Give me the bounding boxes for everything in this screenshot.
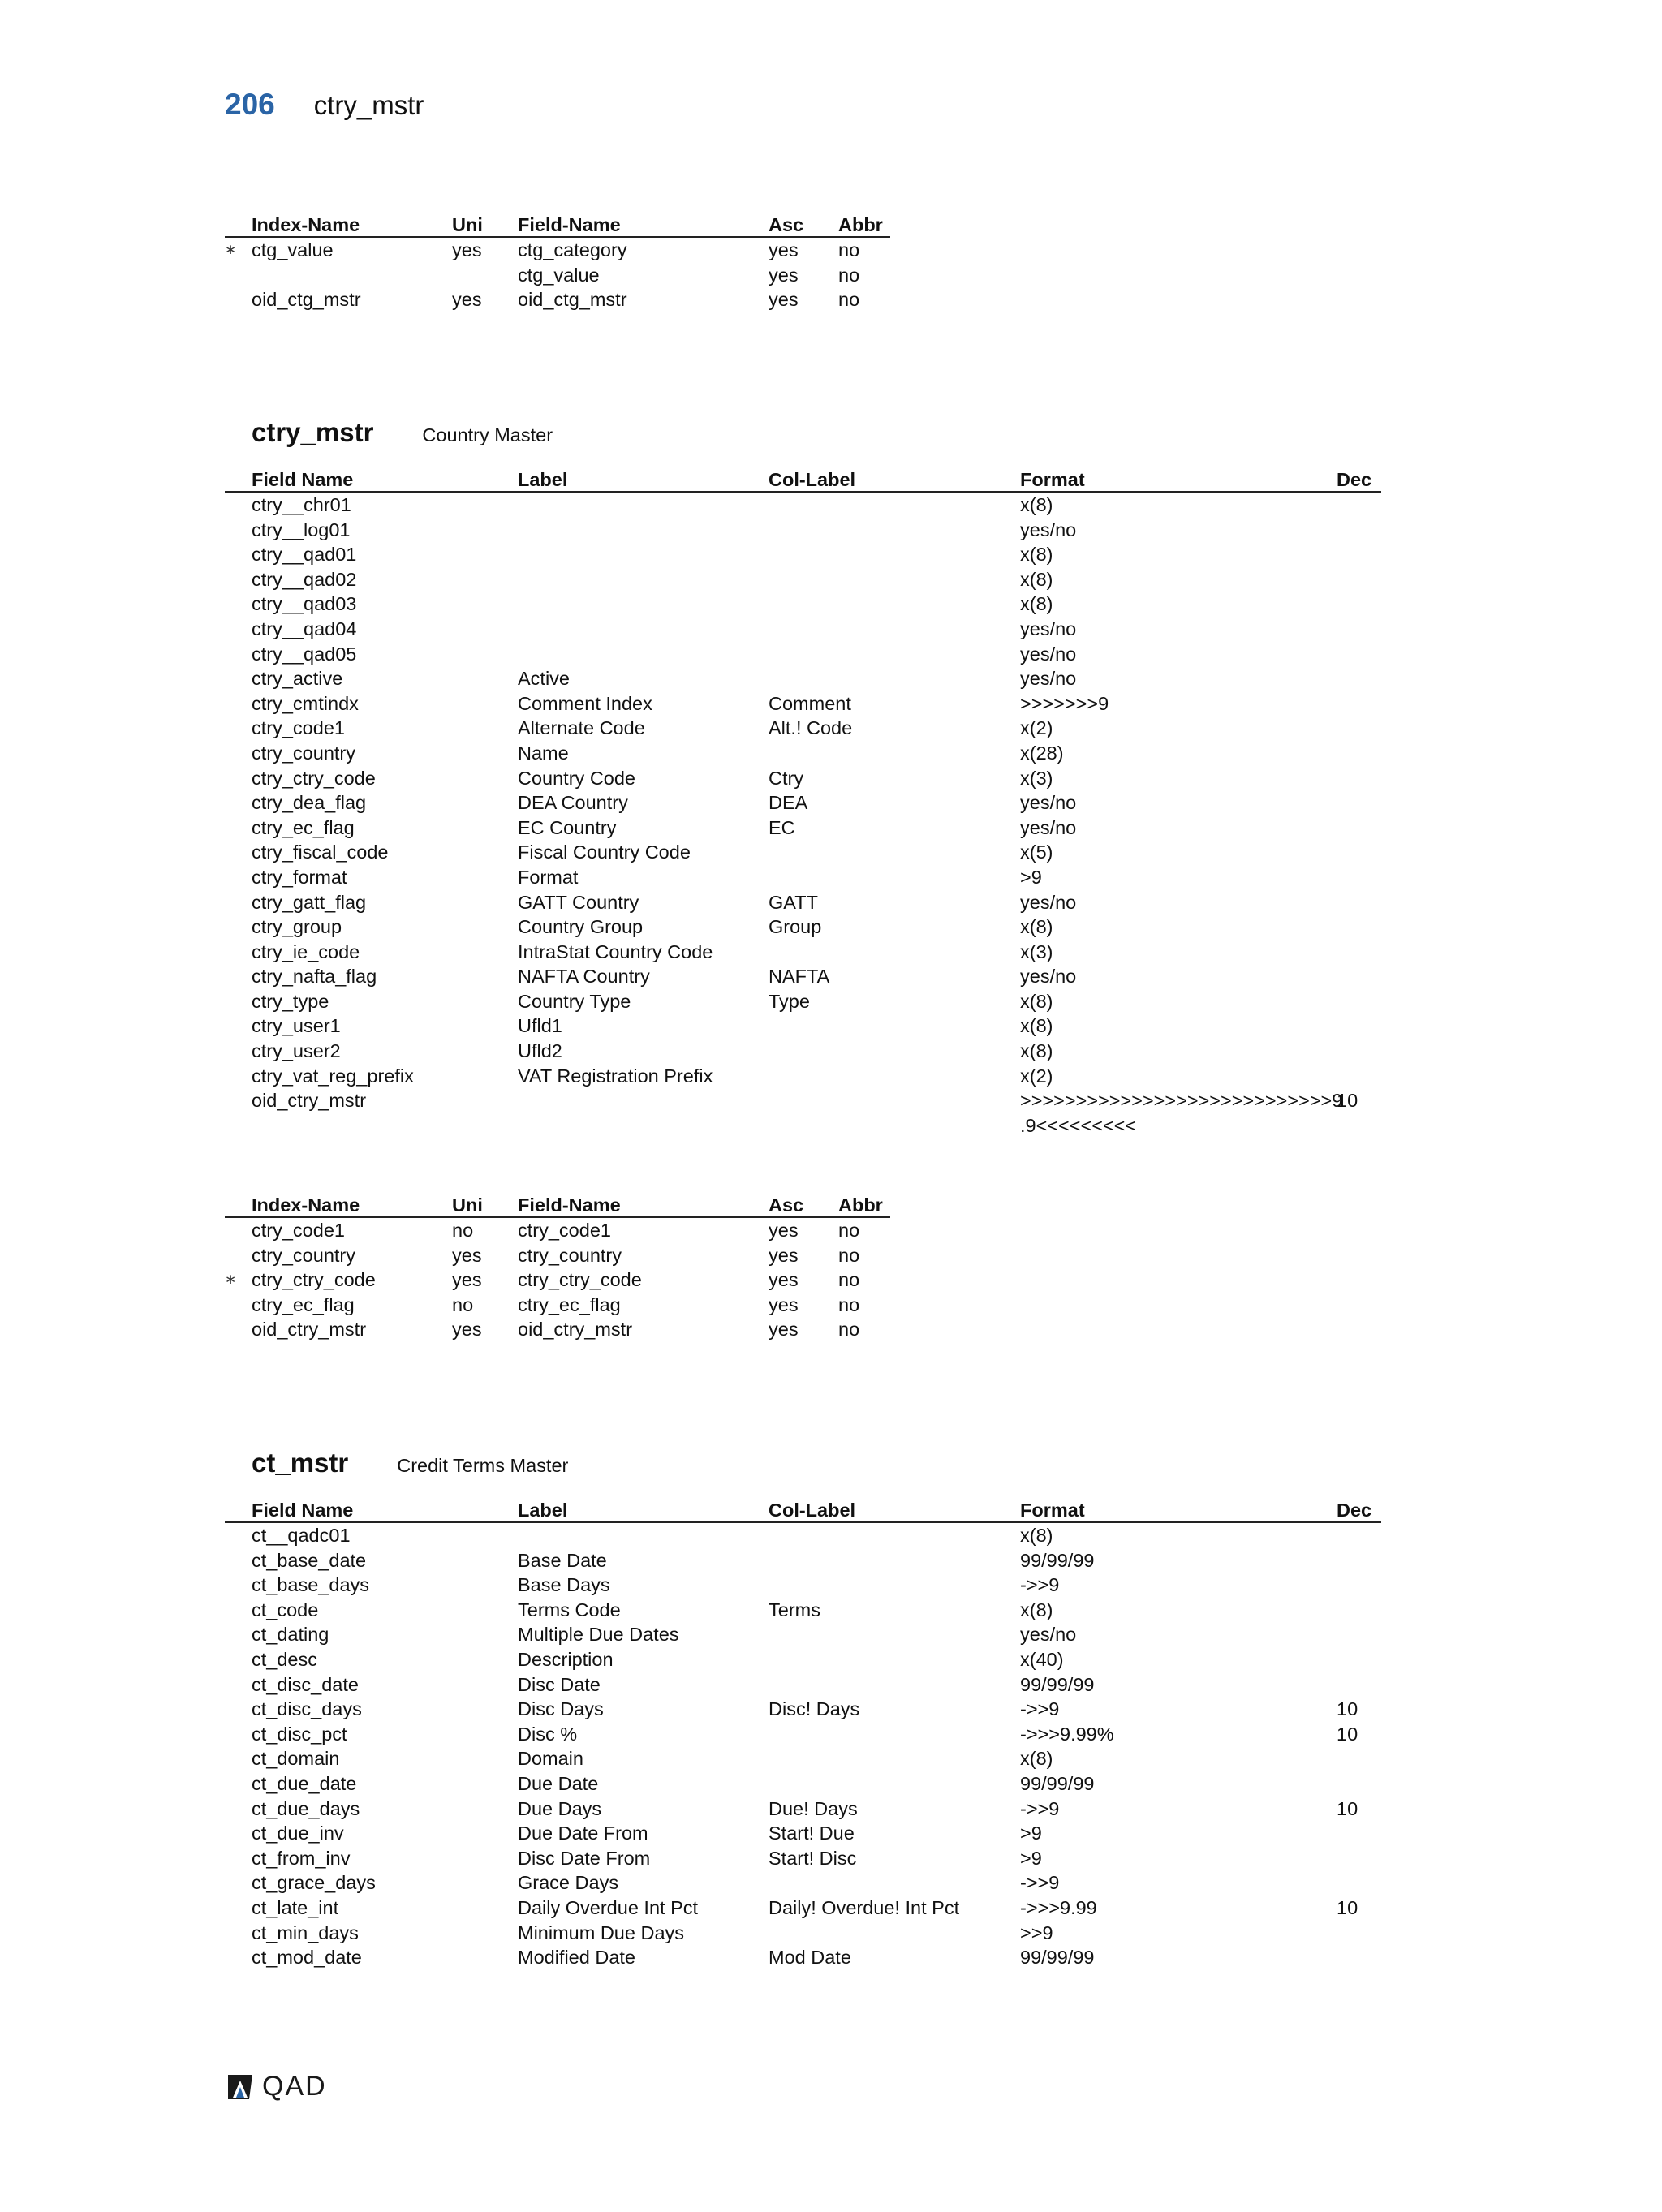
table-cell: x(8) — [1020, 568, 1053, 590]
table-cell: ctry__log01 — [252, 519, 351, 540]
table-cell: ct_dating — [252, 1624, 329, 1646]
table-cell: ct_disc_date — [252, 1673, 359, 1695]
table-row — [225, 890, 1381, 915]
table-cell: Name — [518, 742, 569, 764]
table-cell: no — [838, 1269, 860, 1291]
table-row — [225, 1797, 1381, 1822]
table-cell: ctry_active — [252, 668, 343, 690]
ct-fields-table — [225, 1498, 1381, 1970]
table-cell: oid_ctg_mstr — [252, 289, 361, 311]
table-cell: EC Country — [518, 816, 617, 838]
table-cell: ctg_value — [518, 264, 600, 286]
table-row — [225, 1846, 1381, 1871]
table-row — [225, 287, 890, 312]
table-cell: ->>>9.99% — [1020, 1723, 1114, 1745]
table-cell: oid_ctry_mstr — [518, 1319, 633, 1341]
table-description: Country Master — [422, 424, 553, 445]
table-cell: ctry_group — [252, 916, 342, 938]
col-header-dec: Dec — [1337, 469, 1372, 490]
table-row — [225, 592, 1381, 617]
table-cell: DEA Country — [518, 792, 628, 814]
table-cell: Modified Date — [518, 1947, 635, 1969]
table-cell: x(8) — [1020, 1015, 1053, 1037]
table-row — [225, 1647, 1381, 1672]
table-cell: IntraStat Country Code — [518, 940, 713, 962]
table-row — [225, 1113, 1381, 1138]
table-cell: x(8) — [1020, 990, 1053, 1012]
table-cell: >9 — [1020, 1823, 1042, 1844]
table-cell: x(8) — [1020, 593, 1053, 615]
table-row — [225, 1548, 1381, 1573]
col-header-format: Format — [1020, 1500, 1085, 1521]
table-cell: yes/no — [1020, 519, 1077, 540]
table-cell: Disc % — [518, 1723, 578, 1745]
table-row — [225, 1598, 1381, 1623]
table-cell: 99/99/99 — [1020, 1549, 1095, 1571]
table-cell: oid_ctry_mstr — [252, 1319, 367, 1341]
table-cell: Country Type — [518, 990, 631, 1012]
col-header-index-name: Index-Name — [252, 214, 360, 235]
table-cell: Base Days — [518, 1574, 610, 1596]
table-cell: ctry_ie_code — [252, 940, 360, 962]
col-header-asc: Asc — [769, 1194, 804, 1216]
index-header-row — [225, 213, 890, 238]
table-row — [225, 1697, 1381, 1722]
table-cell: Description — [518, 1648, 614, 1670]
table-row — [225, 790, 1381, 816]
table-cell: no — [838, 264, 860, 286]
table-cell: Country Group — [518, 916, 644, 938]
table-cell: >>>>>>>9 — [1020, 692, 1109, 714]
table-cell: ctry_format — [252, 866, 347, 888]
table-cell: ct_base_days — [252, 1574, 370, 1596]
table-cell: ctry_ec_flag — [252, 1293, 355, 1315]
qad-logo — [225, 2071, 327, 2102]
table-cell: Due Date From — [518, 1823, 648, 1844]
primary-index-marker: ∗ — [225, 242, 237, 257]
table-cell: Disc Date From — [518, 1847, 651, 1869]
table-cell: oid_ctg_mstr — [518, 289, 627, 311]
primary-index-marker: ∗ — [225, 1272, 237, 1288]
table-cell: ct_due_inv — [252, 1823, 344, 1844]
table-cell: ctry_user1 — [252, 1015, 341, 1037]
table-cell: ct_grace_days — [252, 1872, 376, 1894]
table-row — [225, 493, 1381, 518]
col-header-field-name: Field Name — [252, 1500, 354, 1521]
table-row — [225, 1523, 1381, 1548]
table-cell: Daily! Overdue! Int Pct — [769, 1896, 960, 1918]
table-cell: ct_mod_date — [252, 1947, 362, 1969]
table-cell: Minimum Due Days — [518, 1922, 685, 1943]
table-row — [225, 989, 1381, 1014]
table-cell: NAFTA — [769, 966, 830, 988]
table-cell: ->>9 — [1020, 1797, 1060, 1819]
table-cell: >9 — [1020, 866, 1042, 888]
table-cell: Fiscal Country Code — [518, 841, 691, 863]
table-cell: no — [838, 1244, 860, 1266]
table-row — [225, 1921, 1381, 1946]
table-cell: Type — [769, 990, 810, 1012]
col-header-col-label: Col-Label — [769, 469, 856, 490]
table-cell: GATT — [769, 891, 818, 913]
table-row — [225, 1870, 1381, 1896]
table-row — [225, 964, 1381, 989]
table-cell: ct_due_date — [252, 1772, 357, 1794]
table-cell: EC — [769, 816, 795, 838]
table-cell: yes — [452, 1269, 482, 1291]
table-cell: Due Date — [518, 1772, 599, 1794]
table-cell: Daily Overdue Int Pct — [518, 1896, 699, 1918]
table-row — [225, 642, 1381, 667]
table-cell: Start! Disc — [769, 1847, 857, 1869]
qad-logo-text: QAD — [262, 2071, 327, 2102]
table-cell: no — [452, 1220, 474, 1241]
table-cell: Disc Days — [518, 1698, 604, 1720]
table-row — [225, 741, 1381, 766]
table-cell: yes/no — [1020, 668, 1077, 690]
table-cell: Due! Days — [769, 1797, 858, 1819]
table-cell: 10 — [1337, 1698, 1358, 1720]
table-row — [225, 840, 1381, 865]
table-cell: yes — [769, 264, 799, 286]
table-row — [225, 1293, 890, 1318]
table-row — [225, 1821, 1381, 1846]
table-cell: ct_due_days — [252, 1797, 360, 1819]
table-cell: ctry_ctry_code — [252, 1269, 376, 1291]
table-name: ct_mstr — [252, 1448, 349, 1478]
col-header-format: Format — [1020, 469, 1085, 490]
col-header-asc: Asc — [769, 214, 804, 235]
table-cell: ctry_code1 — [518, 1220, 611, 1241]
table-cell: yes/no — [1020, 1624, 1077, 1646]
table-row — [225, 940, 1381, 965]
table-cell: ->>>9.99 — [1020, 1896, 1097, 1918]
table-description: Credit Terms Master — [397, 1455, 569, 1476]
col-header-abbr: Abbr — [838, 214, 883, 235]
table-cell: yes — [452, 1319, 482, 1341]
table-cell: x(8) — [1020, 916, 1053, 938]
col-header-label: Label — [518, 469, 568, 490]
page-number: 206 — [225, 88, 275, 121]
table-row — [225, 1746, 1381, 1771]
col-header-field-name: Field-Name — [518, 214, 621, 235]
table-cell: Format — [518, 866, 579, 888]
table-cell: Terms Code — [518, 1599, 621, 1620]
table-cell: yes — [452, 289, 482, 311]
table-cell: Terms — [769, 1599, 820, 1620]
table-row — [225, 1088, 1381, 1113]
table-cell: VAT Registration Prefix — [518, 1065, 713, 1087]
table-cell: Ufld1 — [518, 1015, 562, 1037]
table-cell: ct_min_days — [252, 1922, 359, 1943]
table-cell: x(3) — [1020, 940, 1053, 962]
table-cell: ->>9 — [1020, 1872, 1060, 1894]
table-cell: ctry_ec_flag — [252, 816, 355, 838]
table-cell: no — [838, 289, 860, 311]
col-header-abbr: Abbr — [838, 1194, 883, 1216]
table-row — [225, 567, 1381, 592]
table-cell: ctry_ctry_code — [252, 767, 376, 789]
table-cell: Disc! Days — [769, 1698, 860, 1720]
table-cell: ct_desc — [252, 1648, 317, 1670]
table-row — [225, 1771, 1381, 1797]
table-cell: ct_from_inv — [252, 1847, 351, 1869]
table-cell: x(8) — [1020, 544, 1053, 566]
table-cell: x(8) — [1020, 1040, 1053, 1062]
table-cell: yes — [769, 1220, 799, 1241]
table-cell: x(8) — [1020, 1599, 1053, 1620]
col-header-col-label: Col-Label — [769, 1500, 856, 1521]
qad-logo-icon — [225, 2073, 256, 2101]
table-row — [225, 766, 1381, 791]
table-row — [225, 542, 1381, 567]
table-name: ctry_mstr — [252, 417, 374, 447]
table-cell: ctry_dea_flag — [252, 792, 367, 814]
table-cell: GATT Country — [518, 891, 639, 913]
table-row — [225, 238, 890, 263]
table-cell: ctry_country — [252, 742, 355, 764]
table-cell: 10 — [1337, 1896, 1358, 1918]
table-cell: no — [838, 239, 860, 260]
table-row — [225, 518, 1381, 543]
table-row — [225, 1672, 1381, 1698]
table-cell: ctry_user2 — [252, 1040, 341, 1062]
ctry-index-table — [225, 1193, 890, 1342]
table-cell: x(28) — [1020, 742, 1064, 764]
table-cell: ctry_country — [252, 1244, 355, 1266]
table-cell: yes — [769, 289, 799, 311]
table-cell: Group — [769, 916, 822, 938]
table-cell: ct_disc_pct — [252, 1723, 347, 1745]
table-cell: 10 — [1337, 1090, 1358, 1112]
table-cell: ct_disc_days — [252, 1698, 362, 1720]
table-cell: 99/99/99 — [1020, 1673, 1095, 1695]
table-cell: ctry_code1 — [252, 1220, 345, 1241]
table-row — [225, 1317, 890, 1342]
table-row — [225, 1896, 1381, 1921]
col-header-label: Label — [518, 1500, 568, 1521]
table-row — [225, 617, 1381, 642]
table-cell: yes/no — [1020, 891, 1077, 913]
table-cell: ctry__qad05 — [252, 643, 357, 665]
table-cell: no — [452, 1293, 474, 1315]
table-cell: x(8) — [1020, 1748, 1053, 1770]
table-row — [225, 666, 1381, 691]
table-row — [225, 1218, 890, 1243]
table-cell: yes — [769, 1269, 799, 1291]
table-cell: ctry__qad04 — [252, 618, 357, 639]
table-cell: >9 — [1020, 1847, 1042, 1869]
table-row — [225, 1243, 890, 1268]
table-cell: oid_ctry_mstr — [252, 1090, 367, 1112]
table-cell: Start! Due — [769, 1823, 855, 1844]
table-cell: 10 — [1337, 1723, 1358, 1745]
table-cell: Active — [518, 668, 570, 690]
table-row — [225, 1013, 1381, 1039]
table-cell: Comment Index — [518, 692, 652, 714]
table-cell: ctry__chr01 — [252, 494, 351, 515]
table-cell: Base Date — [518, 1549, 607, 1571]
table-cell: >>>>>>>>>>>>>>>>>>>>>>>>>>>>9 — [1020, 1090, 1343, 1112]
table-cell: x(5) — [1020, 841, 1053, 863]
table-cell: Domain — [518, 1748, 583, 1770]
table-cell: yes — [769, 1319, 799, 1341]
table-cell: .9<<<<<<<<< — [1020, 1114, 1137, 1136]
table-cell: ct_code — [252, 1599, 319, 1620]
table-cell: ctry__qad03 — [252, 593, 357, 615]
table-row — [225, 816, 1381, 841]
table-cell: yes — [769, 239, 799, 260]
table-cell: ctry_nafta_flag — [252, 966, 377, 988]
table-cell: ct_domain — [252, 1748, 340, 1770]
table-cell: no — [838, 1319, 860, 1341]
section-heading-ct-mstr — [252, 1448, 568, 1478]
table-cell: ->>9 — [1020, 1698, 1060, 1720]
table-cell: yes — [452, 239, 482, 260]
table-cell: ctry_fiscal_code — [252, 841, 389, 863]
table-cell: 10 — [1337, 1797, 1358, 1819]
table-row — [225, 1622, 1381, 1647]
table-cell: NAFTA Country — [518, 966, 650, 988]
fields-header-row — [225, 467, 1381, 493]
table-cell: Due Days — [518, 1797, 602, 1819]
table-cell: Multiple Due Dates — [518, 1624, 679, 1646]
table-row — [225, 716, 1381, 741]
table-row — [225, 914, 1381, 940]
table-cell: x(3) — [1020, 767, 1053, 789]
table-cell: 99/99/99 — [1020, 1947, 1095, 1969]
table-cell: x(40) — [1020, 1648, 1064, 1670]
table-row — [225, 865, 1381, 890]
table-row — [225, 1267, 890, 1293]
table-cell: yes/no — [1020, 792, 1077, 814]
table-cell: ctry_gatt_flag — [252, 891, 367, 913]
table-cell: yes/no — [1020, 966, 1077, 988]
table-cell: Mod Date — [769, 1947, 851, 1969]
table-row — [225, 1945, 1381, 1970]
col-header-field-name: Field-Name — [518, 1194, 621, 1216]
col-header-uni: Uni — [452, 214, 483, 235]
table-cell: ct_base_date — [252, 1549, 367, 1571]
table-cell: Disc Date — [518, 1673, 601, 1695]
col-header-field-name: Field Name — [252, 469, 354, 490]
table-cell: ->>9 — [1020, 1574, 1060, 1596]
table-cell: yes — [769, 1244, 799, 1266]
table-cell: Comment — [769, 692, 851, 714]
table-row — [225, 691, 1381, 717]
table-cell: yes — [769, 1293, 799, 1315]
table-cell: ctry_ec_flag — [518, 1293, 621, 1315]
table-cell: ctry__qad01 — [252, 544, 357, 566]
table-cell: DEA — [769, 792, 808, 814]
fields-header-row — [225, 1498, 1381, 1523]
table-cell: Alternate Code — [518, 717, 645, 739]
table-cell: x(8) — [1020, 494, 1053, 515]
table-cell: x(2) — [1020, 717, 1053, 739]
table-cell: ct_late_int — [252, 1896, 339, 1918]
table-cell: Grace Days — [518, 1872, 619, 1894]
table-cell: Ctry — [769, 767, 804, 789]
table-cell: Ufld2 — [518, 1040, 562, 1062]
table-row — [225, 1064, 1381, 1089]
table-cell: ctg_category — [518, 239, 627, 260]
table-cell: x(8) — [1020, 1525, 1053, 1546]
table-cell: 99/99/99 — [1020, 1772, 1095, 1794]
section-heading-ctry-mstr — [252, 417, 553, 448]
index-header-row — [225, 1193, 890, 1218]
table-cell: ct__qadc01 — [252, 1525, 351, 1546]
ctg-index-table — [225, 213, 890, 312]
table-cell: x(2) — [1020, 1065, 1053, 1087]
table-cell: ctry__qad02 — [252, 568, 357, 590]
table-row — [225, 1039, 1381, 1064]
table-cell: ctry_code1 — [252, 717, 345, 739]
table-cell: yes/no — [1020, 643, 1077, 665]
table-cell: >>9 — [1020, 1922, 1053, 1943]
table-cell: ctry_country — [518, 1244, 622, 1266]
table-cell: Country Code — [518, 767, 635, 789]
table-cell: ctry_vat_reg_prefix — [252, 1065, 414, 1087]
col-header-index-name: Index-Name — [252, 1194, 360, 1216]
table-cell: ctry_ctry_code — [518, 1269, 642, 1291]
table-cell: Alt.! Code — [769, 717, 853, 739]
table-cell: ctg_value — [252, 239, 334, 260]
ctry-fields-table — [225, 467, 1381, 1138]
table-row — [225, 263, 890, 288]
col-header-uni: Uni — [452, 1194, 483, 1216]
table-cell: no — [838, 1220, 860, 1241]
table-cell: yes/no — [1020, 816, 1077, 838]
table-cell: ctry_cmtindx — [252, 692, 359, 714]
table-row — [225, 1573, 1381, 1598]
table-cell: yes/no — [1020, 618, 1077, 639]
col-header-dec: Dec — [1337, 1500, 1372, 1521]
table-cell: yes — [452, 1244, 482, 1266]
page-title: ctry_mstr — [313, 90, 424, 120]
table-cell: ctry_type — [252, 990, 329, 1012]
table-cell: no — [838, 1293, 860, 1315]
page-header — [225, 88, 424, 122]
table-row — [225, 1722, 1381, 1747]
